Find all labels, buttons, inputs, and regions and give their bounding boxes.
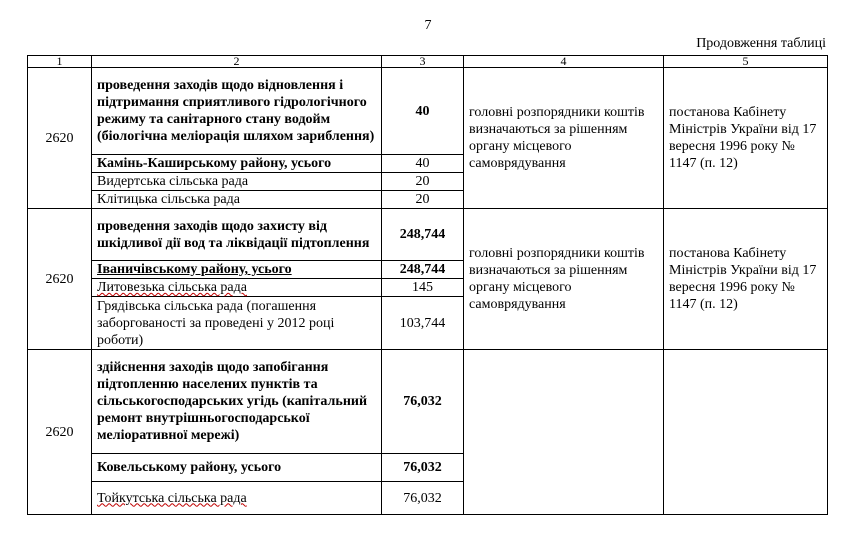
council-name (92, 279, 382, 297)
program-code: 2620 (28, 209, 92, 350)
council-amount: 76,032 (382, 482, 464, 515)
measure-total: 248,744 (382, 209, 464, 261)
district-total-value: 76,032 (382, 454, 464, 482)
program-code: 2620 (28, 68, 92, 209)
column-number: 4 (464, 56, 664, 68)
council-amount: 103,744 (382, 297, 464, 350)
measure-total: 76,032 (382, 350, 464, 454)
column-number: 2 (92, 56, 382, 68)
table-row (28, 209, 828, 261)
budget-disposers: головні розпорядники коштів визначаються за рішенням органу місцевого самоврядування (464, 209, 664, 350)
council-amount: 145 (382, 279, 464, 297)
district-total-label: Ковельському району, усього (92, 454, 382, 482)
measure-title: проведення заходів щодо захисту від шкідливої дії вод та ліквідації підтоплення (92, 209, 382, 261)
council-name (92, 482, 382, 515)
table-row (28, 350, 828, 454)
column-number: 5 (664, 56, 828, 68)
measure-total: 40 (382, 68, 464, 155)
council-name: Клітицька сільська рада (92, 191, 382, 209)
column-number: 1 (28, 56, 92, 68)
budget-table (27, 55, 828, 515)
district-total-value: 248,744 (382, 261, 464, 279)
page-number: 7 (424, 18, 432, 33)
measure-title: здійснення заходів щодо запобігання підтопленню населених пунктів та сільськогосподарських угідь (капітальний ремонт внутрішньогосподарської меліоративної мережі) (92, 350, 382, 454)
budget-disposers: головні розпорядники коштів визначаються за рішенням органу місцевого самоврядування (464, 68, 664, 209)
column-number: 3 (382, 56, 464, 68)
district-total-value: 40 (382, 155, 464, 173)
budget-disposers-empty (464, 350, 664, 515)
council-name: Видертська сільська рада (92, 173, 382, 191)
legal-basis: постанова Кабінету Міністрів України від 17 вересня 1996 року № 1147 (п. 12) (664, 68, 828, 209)
table-row (28, 68, 828, 155)
council-amount: 20 (382, 191, 464, 209)
measure-title: проведення заходів щодо відновлення і підтримання сприятливого гідрологічного режиму та санітарного стану водойм (біологічна меліорація шляхом зариблення) (92, 68, 382, 155)
council-name: Грядівська сільська рада (погашення заборгованості за проведені у 2012 році роботи) (92, 297, 382, 350)
table-continuation-label: Продовження таблиці (696, 36, 826, 51)
council-name-text: Тойкутська сільська рада (97, 490, 247, 506)
column-number-row (28, 56, 828, 68)
legal-basis-empty (664, 350, 828, 515)
district-total-label (92, 261, 382, 279)
council-amount: 20 (382, 173, 464, 191)
legal-basis: постанова Кабінету Міністрів України від 17 вересня 1996 року № 1147 (п. 12) (664, 209, 828, 350)
program-code: 2620 (28, 350, 92, 515)
council-name-text: Литовезька сільська рада (97, 280, 247, 295)
district-total-label: Камінь-Каширському району, усього (92, 155, 382, 173)
district-total-label-text: Іваничівському району, усього (97, 262, 292, 277)
